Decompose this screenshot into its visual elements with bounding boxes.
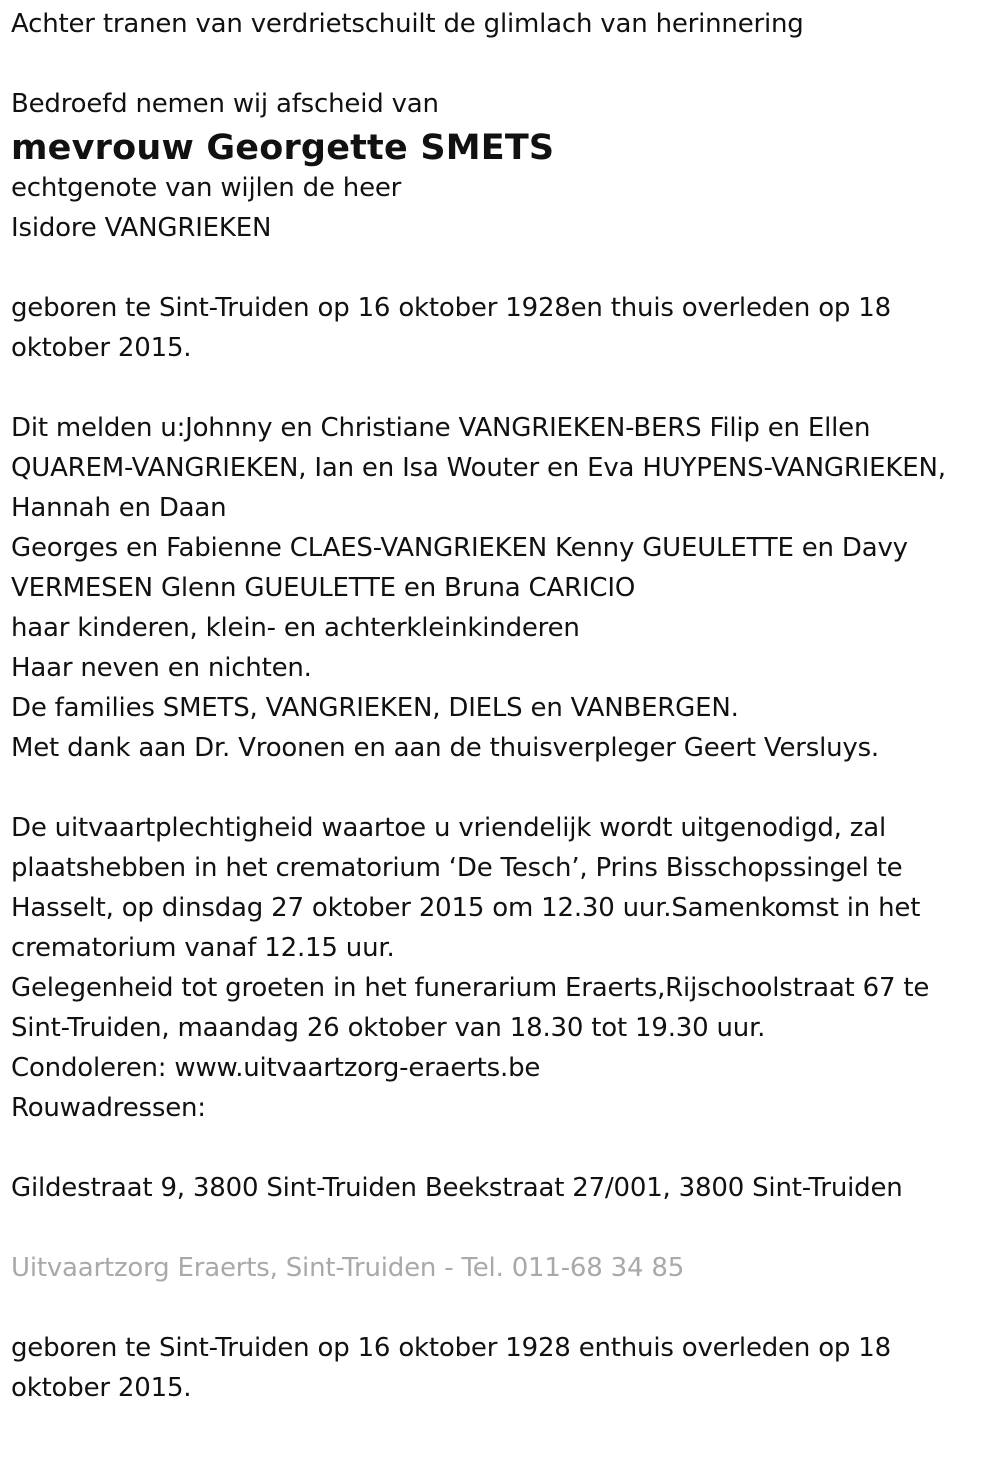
spacer	[11, 768, 988, 808]
condolence-line: Condoleren: www.uitvaartzorg-eraerts.be	[11, 1053, 541, 1083]
ceremony-line: Gelegenheid tot groeten in het funerarium Eraerts,Rijschoolstraat 67 te	[11, 973, 930, 1003]
ceremony-section	[11, 808, 988, 1128]
spacer	[11, 1288, 988, 1328]
motto-text: Achter tranen van verdrietschuilt de glimlach van herinnering	[11, 9, 804, 39]
family-section	[11, 408, 988, 768]
family-line: haar kinderen, klein- en achterkleinkinderen	[11, 613, 580, 643]
ceremony-line: plaatshebben in het crematorium ‘De Tesch’, Prins Bisschopssingel te	[11, 853, 903, 883]
family-line: De families SMETS, VANGRIEKEN, DIELS en VANBERGEN.	[11, 693, 739, 723]
addresses-heading: Rouwadressen:	[11, 1093, 206, 1123]
deceased-name: mevrouw Georgette SMETS	[11, 128, 555, 168]
birth-death-line: geboren te Sint-Truiden op 16 oktober 1928en thuis overleden op 18	[11, 293, 891, 323]
spacer	[11, 1208, 988, 1248]
ceremony-line: Sint-Truiden, maandag 26 oktober van 18.30 tot 19.30 uur.	[11, 1013, 766, 1043]
spacer	[11, 1128, 988, 1168]
spacer	[11, 248, 988, 288]
family-line: Met dank aan Dr. Vroonen en aan de thuisverpleger Geert Versluys.	[11, 733, 879, 763]
birth-death-line-repeat: geboren te Sint-Truiden op 16 oktober 1928 enthuis overleden op 18	[11, 1333, 891, 1363]
ceremony-line: crematorium vanaf 12.15 uur.	[11, 933, 395, 963]
funeral-home-line: Uitvaartzorg Eraerts, Sint-Truiden - Tel. 011-68 34 85	[11, 1253, 685, 1283]
family-line: QUAREM-VANGRIEKEN, Ian en Isa Wouter en Eva HUYPENS-VANGRIEKEN,	[11, 453, 946, 483]
spacer	[11, 44, 988, 84]
relation-line: echtgenote van wijlen de heer	[11, 173, 402, 203]
family-line: Dit melden u:Johnny en Christiane VANGRIEKEN-BERS Filip en Ellen	[11, 413, 871, 443]
spacer	[11, 368, 988, 408]
family-line: Georges en Fabienne CLAES-VANGRIEKEN Kenny GUEULETTE en Davy	[11, 533, 908, 563]
relation-line: Isidore VANGRIEKEN	[11, 213, 272, 243]
ceremony-line: Hasselt, op dinsdag 27 oktober 2015 om 12.30 uur.Samenkomst in het	[11, 893, 921, 923]
birth-death-line: oktober 2015.	[11, 333, 192, 363]
family-line: Haar neven en nichten.	[11, 653, 312, 683]
family-line: VERMESEN Glenn GUEULETTE en Bruna CARICIO	[11, 573, 636, 603]
addresses-line: Gildestraat 9, 3800 Sint-Truiden Beekstraat 27/001, 3800 Sint-Truiden	[11, 1173, 903, 1203]
family-line: Hannah en Daan	[11, 493, 227, 523]
birth-death-line-repeat: oktober 2015.	[11, 1373, 192, 1403]
intro-text: Bedroefd nemen wij afscheid van	[11, 89, 439, 119]
ceremony-line: De uitvaartplechtigheid waartoe u vriendelijk wordt uitgenodigd, zal	[11, 813, 887, 843]
